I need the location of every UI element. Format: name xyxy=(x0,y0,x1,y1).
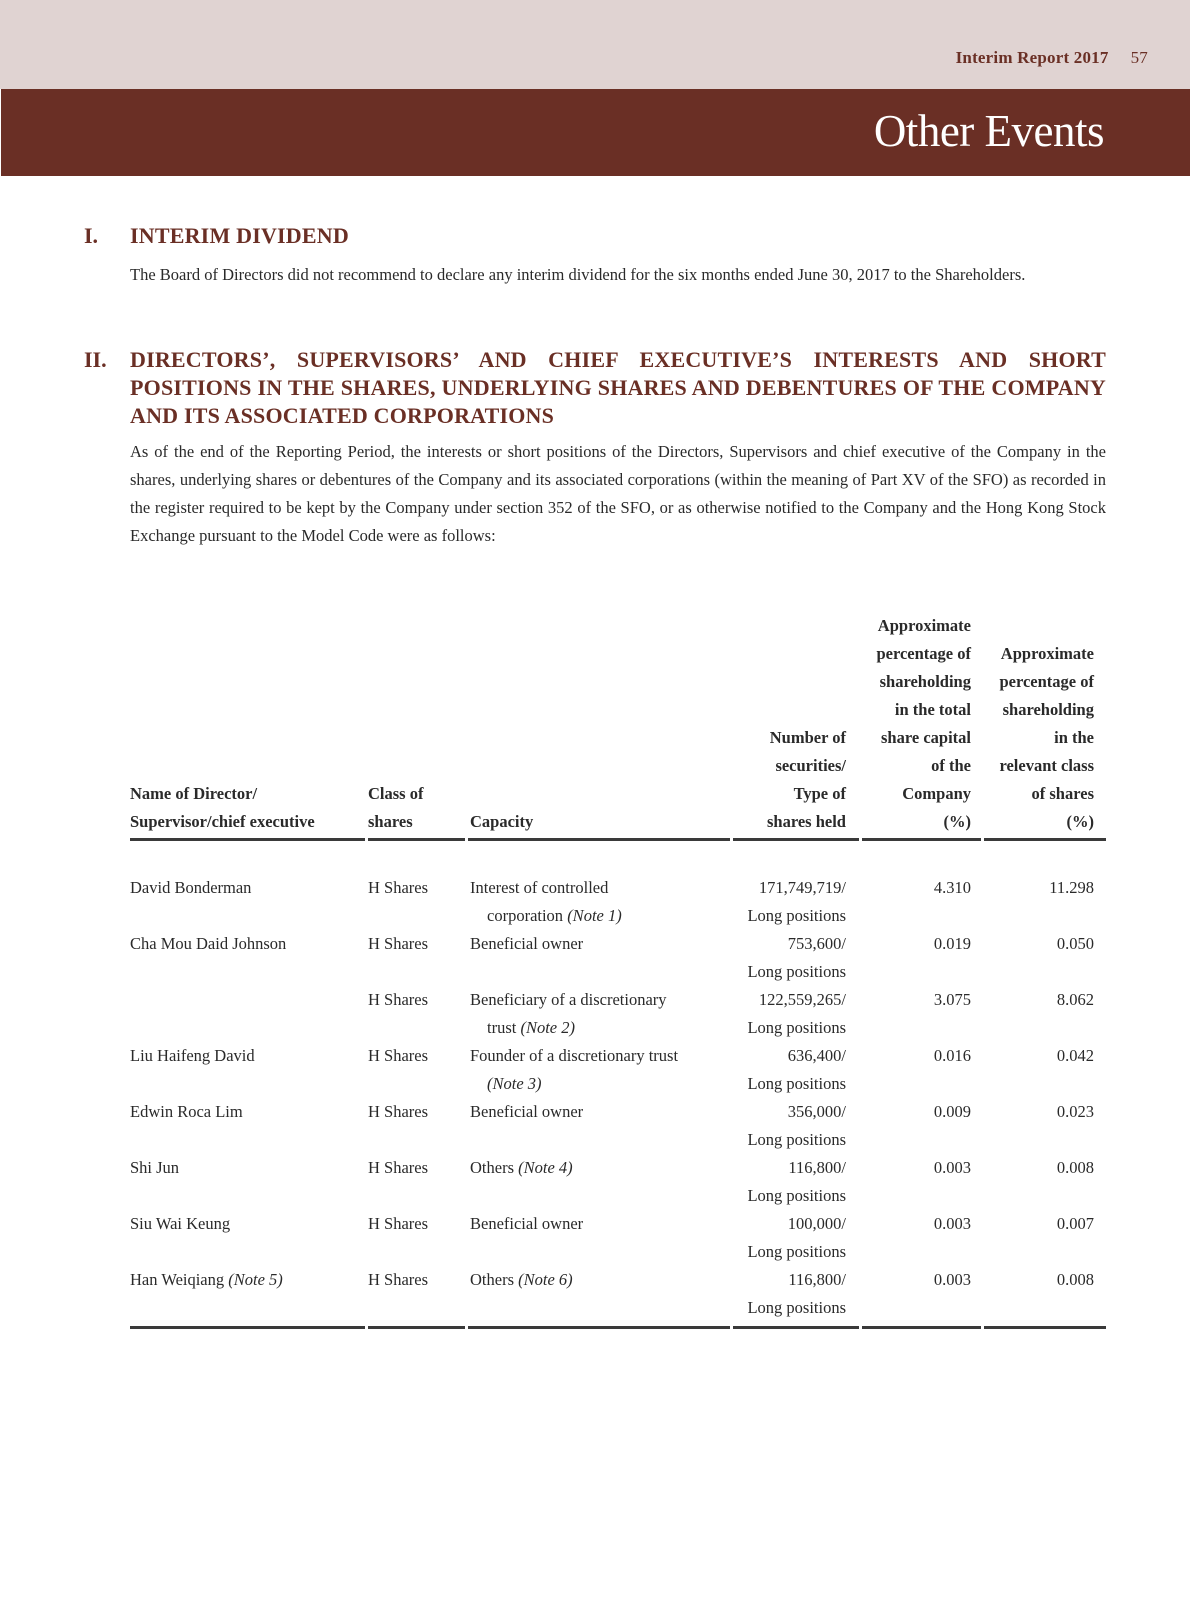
header-number xyxy=(767,724,846,836)
name-text: Han Weiqiang xyxy=(130,1270,225,1289)
chapter-title-band xyxy=(1,89,1190,176)
capacity xyxy=(470,1154,573,1182)
director-name xyxy=(130,1042,255,1070)
share-class: H Shares xyxy=(368,990,429,1009)
running-head xyxy=(956,48,1148,68)
capacity-text: Others xyxy=(470,1270,514,1289)
table-row xyxy=(130,1098,1106,1154)
capacity xyxy=(470,1210,583,1238)
position-type: Long positions xyxy=(747,1074,846,1093)
pct-class-shares: 0.050 xyxy=(1056,934,1094,953)
header-line: Class of xyxy=(368,784,424,803)
securities-held xyxy=(747,874,846,930)
header-line: Type of xyxy=(793,784,846,803)
pct-class-shares: 0.008 xyxy=(1056,1270,1094,1289)
header-line: securities/ xyxy=(775,756,846,775)
share-class: H Shares xyxy=(368,1046,429,1065)
header-line: shareholding xyxy=(879,672,971,691)
table-row xyxy=(130,986,1106,1042)
capacity-line xyxy=(470,1042,678,1070)
capacity-text: Beneficial owner xyxy=(470,934,584,953)
table-row xyxy=(130,874,1106,930)
pct-total-capital: 3.075 xyxy=(933,990,971,1009)
header-line: shares held xyxy=(766,812,846,831)
table-row xyxy=(130,1210,1106,1266)
share-class: H Shares xyxy=(368,1270,429,1289)
section-title: DIRECTORS’, SUPERVISORS’ AND CHIEF EXECUTIVE’S INTERESTS AND SHORT POSITIONS IN THE SHARES, UNDERLYING SHARES AND DEBENTURES OF THE COMPANY AND ITS ASSOCIATED CORPORATIONS xyxy=(130,347,1106,428)
capacity-line xyxy=(470,930,583,958)
capacity-note: (Note 4) xyxy=(518,1158,573,1177)
header-capacity xyxy=(470,808,533,836)
table-row xyxy=(130,1266,1106,1322)
capacity-text: Beneficial owner xyxy=(470,1102,584,1121)
pct-class-shares: 11.298 xyxy=(1049,878,1094,897)
pct-total-capital: 0.016 xyxy=(933,1046,971,1065)
director-name xyxy=(130,1210,230,1238)
directors-interests-table xyxy=(130,613,1106,1329)
header-line: of the xyxy=(931,756,971,775)
share-class: H Shares xyxy=(368,1214,429,1233)
securities-held xyxy=(747,1210,846,1266)
share-class: H Shares xyxy=(368,934,429,953)
capacity-text: Beneficial owner xyxy=(470,1214,584,1233)
securities-held xyxy=(747,1154,846,1210)
pct-total-capital: 0.009 xyxy=(933,1102,971,1121)
securities-held xyxy=(747,1098,846,1154)
name-text: Edwin Roca Lim xyxy=(130,1102,243,1121)
pct-total-capital: 0.003 xyxy=(933,1270,971,1289)
capacity xyxy=(470,1266,573,1294)
director-name xyxy=(130,874,251,902)
position-type: Long positions xyxy=(747,1018,846,1037)
pct-class-shares: 8.062 xyxy=(1056,990,1094,1009)
capacity-text: Beneficiary of a discretionary xyxy=(470,990,667,1009)
pct-total-capital: 0.019 xyxy=(933,934,971,953)
director-name xyxy=(130,1098,243,1126)
footer-rule xyxy=(130,1326,1106,1329)
header-line: (%) xyxy=(943,812,971,831)
share-class: H Shares xyxy=(368,878,429,897)
share-class: H Shares xyxy=(368,1102,429,1121)
pct-total-capital: 0.003 xyxy=(933,1214,971,1233)
capacity xyxy=(470,930,583,958)
securities-count: 100,000/ xyxy=(787,1214,846,1233)
capacity-line xyxy=(470,874,622,902)
section-number: I. xyxy=(84,223,99,248)
header-line: Approximate xyxy=(1000,644,1094,663)
header-line: in the total xyxy=(894,700,971,719)
section-title: INTERIM DIVIDEND xyxy=(130,223,349,248)
capacity-text: Interest of controlled xyxy=(470,878,609,897)
pct-total-capital: 0.003 xyxy=(933,1158,971,1177)
header-line: Number of xyxy=(769,728,846,747)
capacity-line xyxy=(470,1210,583,1238)
section-body: The Board of Directors did not recommend to declare any interim dividend for the six months ended June 30, 2017 to the Shareholders. xyxy=(130,265,1026,284)
capacity-text: trust xyxy=(487,1018,517,1037)
capacity xyxy=(470,874,622,930)
capacity xyxy=(470,986,667,1042)
table-row xyxy=(130,930,1106,986)
pct-total-capital: 4.310 xyxy=(933,878,971,897)
position-type: Long positions xyxy=(747,906,846,925)
capacity-note: (Note 2) xyxy=(520,1018,575,1037)
capacity-line xyxy=(470,1070,678,1098)
pct-class-shares: 0.023 xyxy=(1056,1102,1094,1121)
director-name xyxy=(130,1154,179,1182)
header-line: of shares xyxy=(1031,784,1094,803)
name-text: Cha Mou Daid Johnson xyxy=(130,934,287,953)
header-line: shareholding xyxy=(1002,700,1094,719)
table-row xyxy=(130,1154,1106,1210)
header-pct-class xyxy=(999,640,1094,836)
report-title: Interim Report 2017 xyxy=(955,48,1109,67)
section-number: II. xyxy=(84,347,107,372)
section-interim-dividend xyxy=(84,222,1106,289)
table-header xyxy=(130,613,1106,838)
capacity xyxy=(470,1042,678,1098)
position-type: Long positions xyxy=(747,1186,846,1205)
header-pct-total xyxy=(876,612,971,836)
securities-count: 116,800/ xyxy=(788,1270,846,1289)
header-class xyxy=(368,780,423,836)
securities-count: 122,559,265/ xyxy=(758,990,846,1009)
securities-count: 636,400/ xyxy=(787,1046,846,1065)
capacity-line xyxy=(470,1266,573,1294)
header-name xyxy=(130,780,315,836)
securities-held xyxy=(747,1266,846,1322)
position-type: Long positions xyxy=(747,1242,846,1261)
position-type: Long positions xyxy=(747,962,846,981)
capacity-note: (Note 3) xyxy=(487,1074,542,1093)
securities-held xyxy=(747,1042,846,1098)
header-line: Capacity xyxy=(470,812,534,831)
header-line: Supervisor/chief executive xyxy=(130,812,315,831)
header-line: percentage of xyxy=(876,644,971,663)
pct-class-shares: 0.042 xyxy=(1056,1046,1094,1065)
securities-count: 116,800/ xyxy=(788,1158,846,1177)
pct-class-shares: 0.007 xyxy=(1056,1214,1094,1233)
header-line: relevant class xyxy=(999,756,1094,775)
capacity-line xyxy=(470,986,667,1014)
header-line: Company xyxy=(902,784,971,803)
position-type: Long positions xyxy=(747,1298,846,1317)
table-row xyxy=(130,1042,1106,1098)
section-heading xyxy=(84,346,1106,430)
securities-held xyxy=(747,930,846,986)
header-rule xyxy=(130,838,1106,841)
header-line: share capital xyxy=(881,728,971,747)
capacity-text: Others xyxy=(470,1158,514,1177)
name-text: David Bonderman xyxy=(130,878,252,897)
director-name xyxy=(130,930,286,958)
page-number: 57 xyxy=(1130,48,1148,67)
share-class: H Shares xyxy=(368,1158,429,1177)
chapter-title: Other Events xyxy=(873,106,1104,156)
pct-class-shares: 0.008 xyxy=(1056,1158,1094,1177)
header-line: in the xyxy=(1054,728,1094,747)
director-name xyxy=(130,1266,283,1294)
section-body: As of the end of the Reporting Period, the interests or short positions of the Directors, Supervisors and chief executive of the Company in the shares, underlying shares or debentures of the Company and its associated corporations (within the meaning of Part XV of the SFO) as recorded in the register required to be kept by the Company under section 352 of the SFO, or as otherwise notified to the Company and the Hong Kong Stock Exchange pursuant to the Model Code were as follows: xyxy=(130,442,1106,545)
capacity-line xyxy=(470,1154,573,1182)
capacity-note: (Note 6) xyxy=(518,1270,573,1289)
securities-count: 753,600/ xyxy=(787,934,846,953)
capacity-line xyxy=(470,1098,583,1126)
capacity-note: (Note 1) xyxy=(567,906,622,925)
header-line: percentage of xyxy=(999,672,1094,691)
header-band xyxy=(0,0,1190,89)
header-line: (%) xyxy=(1066,812,1094,831)
name-text: Siu Wai Keung xyxy=(130,1214,231,1233)
name-text: Shi Jun xyxy=(130,1158,180,1177)
header-line: shares xyxy=(368,812,413,831)
name-text: Liu Haifeng David xyxy=(130,1046,255,1065)
securities-count: 171,749,719/ xyxy=(758,878,846,897)
section-directors-interests xyxy=(84,346,1106,550)
header-line: Name of Director/ xyxy=(130,784,258,803)
securities-held xyxy=(747,986,846,1042)
capacity-text: Founder of a discretionary trust xyxy=(470,1046,679,1065)
capacity-line xyxy=(470,1014,667,1042)
capacity-text: corporation xyxy=(487,906,564,925)
section-heading xyxy=(84,222,1106,250)
header-line: Approximate xyxy=(877,616,971,635)
capacity-line xyxy=(470,902,622,930)
table-body xyxy=(130,841,1106,1326)
name-note: (Note 5) xyxy=(228,1270,283,1289)
securities-count: 356,000/ xyxy=(787,1102,846,1121)
position-type: Long positions xyxy=(747,1130,846,1149)
capacity xyxy=(470,1098,583,1126)
